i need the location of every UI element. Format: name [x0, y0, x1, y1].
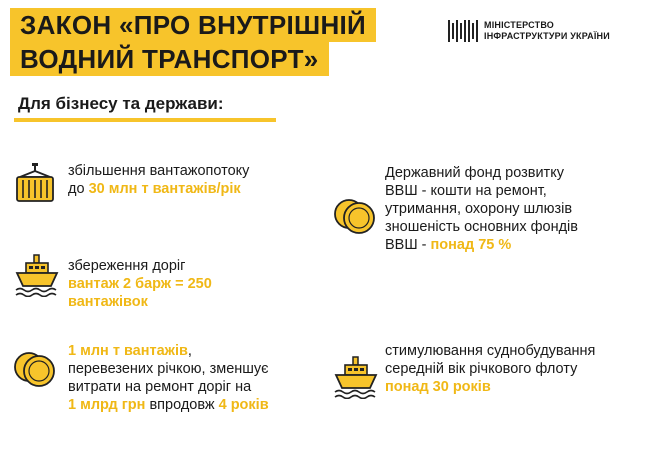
ship-icon [333, 355, 379, 399]
text-line [68, 162, 249, 180]
coins-icon [12, 347, 58, 391]
text-line [385, 236, 578, 254]
body-text: збільшення вантажопотоку [68, 163, 250, 179]
highlight-text: 1 млрд грн [68, 397, 146, 413]
highlight-text: вантаж 2 барж = 250 [68, 276, 212, 292]
text-line [385, 164, 578, 182]
text-line [68, 275, 212, 293]
text-line [68, 360, 269, 378]
subtitle: Для бізнесу та держави: [18, 94, 224, 113]
title-line-1: ЗАКОН «ПРО ВНУТРІШНІЙ [10, 8, 376, 42]
highlight-text: 1 млн т вантажів [68, 343, 188, 359]
text-line [68, 378, 269, 396]
text-line [385, 342, 595, 360]
text-line [385, 378, 595, 396]
ministry-logo-icon [448, 20, 478, 42]
body-text: зношеність основних фондів [385, 219, 578, 235]
feature-road-repair-savings [68, 342, 269, 414]
text-line [385, 200, 578, 218]
text-line [385, 182, 578, 200]
logo-line-2: ІНФРАСТРУКТУРИ УКРАЇНИ [484, 31, 610, 41]
body-text: середній вік річкового флоту [385, 361, 578, 377]
feature-cargo-flow [68, 162, 249, 198]
feature-road-preservation [68, 257, 212, 311]
subtitle-underline [14, 118, 276, 122]
title-block [10, 8, 376, 76]
feature-shipbuilding [385, 342, 595, 396]
text-line [385, 360, 595, 378]
body-text: стимулювання суднобудування [385, 343, 596, 359]
body-text: утримання, охорону шлюзів [385, 201, 573, 217]
title-line-2: ВОДНИЙ ТРАНСПОРТ» [10, 42, 329, 76]
cargo-container-icon [14, 163, 56, 205]
highlight-text: вантажівок [68, 294, 148, 310]
text-line [68, 396, 269, 414]
ship-icon [14, 253, 60, 297]
feature-state-fund [385, 164, 578, 254]
text-line [385, 218, 578, 236]
body-text: витрати на ремонт доріг на [68, 379, 252, 395]
body-text: до [68, 181, 89, 197]
body-text: збереження доріг [68, 258, 186, 274]
highlight-text: понад 30 років [385, 379, 491, 395]
ministry-logo-text [484, 20, 610, 42]
body-text: , [187, 343, 192, 359]
highlight-text: 30 млн т вантажів/рік [88, 181, 241, 197]
body-text: Державний фонд розвитку [385, 165, 564, 181]
highlight-text: понад 75 % [430, 237, 512, 253]
logo-line-1: МІНІСТЕРСТВО [484, 20, 555, 30]
highlight-text: 4 років [218, 397, 269, 413]
body-text: впродовж [145, 397, 219, 413]
ministry-logo [448, 20, 610, 42]
coins-icon [332, 194, 378, 238]
text-line [68, 180, 249, 198]
text-line [68, 342, 269, 360]
text-line [68, 257, 212, 275]
body-text: ВВШ - [385, 237, 431, 253]
text-line [68, 293, 212, 311]
body-text: ВВШ - кошти на ремонт, [385, 183, 547, 199]
body-text: перевезених річкою, зменшує [68, 361, 269, 377]
